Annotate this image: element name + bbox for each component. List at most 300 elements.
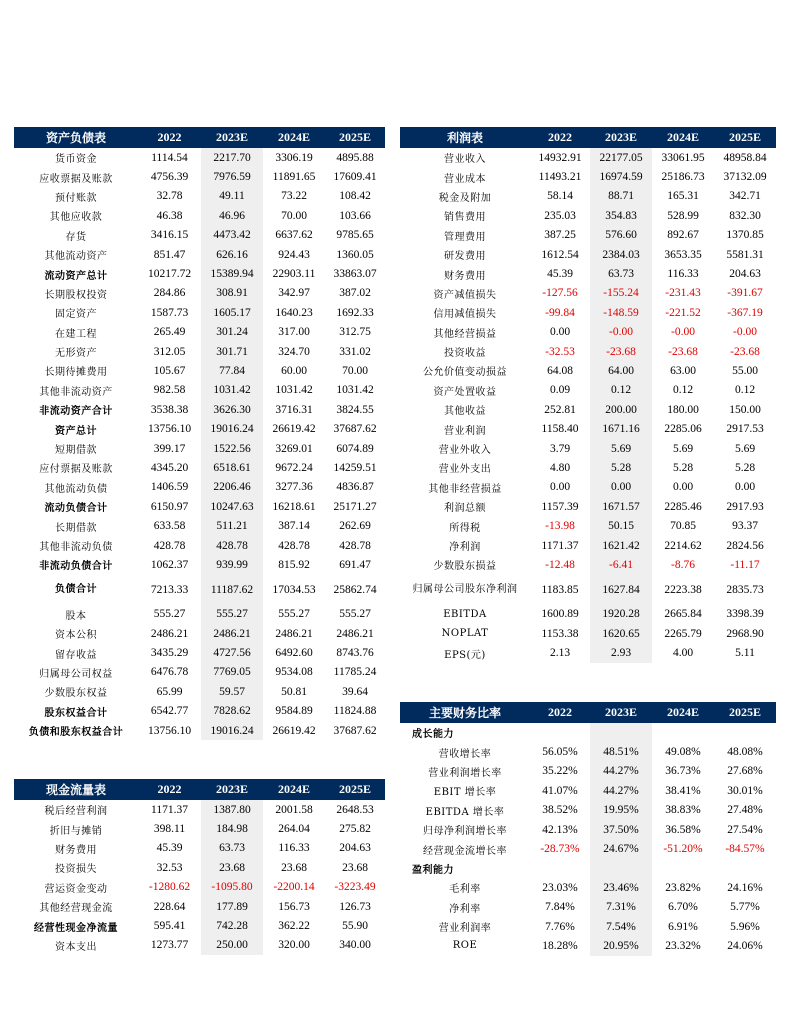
- section-label: 盈利能力: [412, 864, 454, 876]
- table-row: [400, 342, 776, 361]
- table-row: [14, 478, 385, 497]
- value-cell: -148.59: [590, 303, 652, 322]
- value-cell: 428.78: [201, 536, 263, 555]
- value-cell: 6492.60: [275, 647, 313, 660]
- row-label: 经营现金流增长率: [423, 845, 507, 857]
- value-cell: 58.14: [547, 190, 573, 203]
- table-row: [14, 323, 385, 342]
- table-row: [400, 898, 776, 917]
- value-cell: 0.12: [590, 381, 652, 400]
- year-header: 2024E: [666, 130, 699, 144]
- cash-flow-table: [14, 779, 385, 955]
- row-label: 资产处置收益: [433, 386, 497, 398]
- value-cell: 331.02: [339, 345, 371, 358]
- value-cell: 32.53: [156, 861, 183, 874]
- table-row: [400, 245, 776, 264]
- value-cell: 42.13%: [542, 823, 578, 836]
- value-cell: 1273.77: [150, 939, 189, 952]
- value-cell: 156.73: [278, 900, 310, 913]
- value-cell: 633.58: [153, 520, 186, 533]
- table-row: [14, 643, 385, 662]
- row-label: 税金及附加: [438, 192, 492, 204]
- value-cell: 27.68%: [727, 765, 763, 778]
- row-label: 其他经营现金流: [39, 903, 113, 915]
- table-row: [14, 458, 385, 477]
- value-cell: 3277.36: [275, 481, 313, 494]
- value-cell: 1640.23: [275, 306, 313, 319]
- value-cell: 36.73%: [665, 765, 701, 778]
- year-header: 2024E: [666, 705, 699, 719]
- row-label: 税后经营利润: [44, 806, 108, 818]
- value-cell: 19.95%: [590, 801, 652, 820]
- value-cell: 108.42: [339, 190, 371, 203]
- table-row: [14, 800, 385, 819]
- row-label: 存货: [65, 231, 87, 243]
- table-row: [14, 206, 385, 225]
- value-cell: 4473.42: [201, 226, 263, 245]
- value-cell: 126.73: [339, 900, 371, 913]
- table-row: [14, 575, 385, 605]
- value-cell: -11.17: [730, 558, 760, 571]
- value-cell: 924.43: [278, 248, 310, 261]
- row-label: 信用减值损失: [433, 309, 497, 321]
- value-cell: 1171.37: [541, 539, 579, 552]
- row-label: 长期待摊费用: [44, 367, 108, 379]
- value-cell: 324.70: [278, 345, 310, 358]
- value-cell: 2285.06: [664, 423, 702, 436]
- row-label: 营业收入: [444, 154, 486, 166]
- value-cell: 200.00: [590, 400, 652, 419]
- value-cell: 3435.29: [150, 647, 189, 660]
- value-cell: 16218.61: [272, 500, 316, 513]
- value-cell: 22177.05: [590, 148, 652, 167]
- value-cell: 64.08: [547, 364, 573, 377]
- year-header: 2025E: [338, 782, 371, 796]
- value-cell: 555.27: [339, 608, 371, 621]
- value-cell: 23.68: [342, 861, 368, 874]
- table-row: [14, 605, 385, 624]
- value-cell: 64.00: [590, 361, 652, 380]
- row-label: 营业利润增长率: [428, 767, 502, 779]
- value-cell: 511.21: [201, 516, 263, 535]
- value-cell: 17609.41: [333, 171, 377, 184]
- value-cell: 235.03: [544, 209, 576, 222]
- value-cell: 5.77%: [730, 901, 760, 914]
- value-cell: 265.49: [153, 326, 186, 339]
- table-row: [14, 858, 385, 877]
- value-cell: 8743.76: [336, 647, 374, 660]
- value-cell: 36.58%: [665, 823, 701, 836]
- value-cell: 23.68: [281, 861, 307, 874]
- value-cell: 1671.57: [590, 497, 652, 516]
- value-cell: 1158.40: [541, 423, 579, 436]
- value-cell: 15389.94: [201, 264, 263, 283]
- row-label: 短期借款: [55, 445, 97, 457]
- value-cell: 184.98: [201, 819, 263, 838]
- value-cell: 204.63: [339, 842, 371, 855]
- value-cell: 4345.20: [150, 461, 189, 474]
- value-cell: [714, 723, 776, 742]
- value-cell: 1153.38: [541, 627, 579, 640]
- value-cell: 2285.46: [664, 500, 702, 513]
- value-cell: 16974.59: [590, 167, 652, 186]
- table-row: [14, 381, 385, 400]
- value-cell: 387.02: [339, 287, 371, 300]
- value-cell: 3269.01: [275, 442, 313, 455]
- row-label: 公允价值变动损益: [423, 367, 507, 379]
- table-row: [400, 575, 776, 605]
- row-label: 营运资金变动: [44, 883, 108, 895]
- table-row: [400, 400, 776, 419]
- value-cell: 742.28: [201, 916, 263, 935]
- value-cell: 11187.62: [201, 575, 263, 605]
- value-cell: 312.05: [153, 345, 186, 358]
- value-cell: 48.08%: [727, 746, 763, 759]
- row-label: 固定资产: [55, 309, 97, 321]
- value-cell: 7.54%: [590, 917, 652, 936]
- table-row: [14, 516, 385, 535]
- table-row: [14, 555, 385, 574]
- row-label: 非流动资产合计: [39, 406, 113, 418]
- table-row: [400, 859, 776, 878]
- value-cell: 7.84%: [545, 901, 575, 914]
- value-cell: 4727.56: [201, 643, 263, 662]
- value-cell: 4836.87: [336, 481, 374, 494]
- row-label: 无形资产: [55, 348, 97, 360]
- value-cell: 3.79: [549, 442, 571, 455]
- table-row: [14, 536, 385, 555]
- table-row: [14, 148, 385, 167]
- value-cell: 312.75: [339, 326, 371, 339]
- table-row: [400, 148, 776, 167]
- value-cell: -28.73%: [540, 843, 580, 856]
- row-label: 营业外支出: [438, 464, 492, 476]
- value-cell: 9672.24: [275, 461, 313, 474]
- row-label: 其他收益: [444, 406, 486, 418]
- row-label: 财务费用: [444, 270, 486, 282]
- value-cell: 1620.65: [590, 624, 652, 643]
- value-cell: -13.98: [545, 520, 575, 533]
- value-cell: 48958.84: [723, 151, 767, 164]
- value-cell: 5.28: [672, 461, 694, 474]
- value-cell: 399.17: [153, 442, 186, 455]
- value-cell: 0.12: [672, 384, 694, 397]
- income-statement-table: [400, 127, 776, 663]
- value-cell: 4895.88: [336, 151, 374, 164]
- value-cell: -127.56: [542, 287, 578, 300]
- row-label: 其他应收款: [49, 212, 103, 224]
- value-cell: 1406.59: [150, 481, 189, 494]
- value-cell: 528.99: [667, 209, 699, 222]
- ratios-header: [400, 702, 776, 723]
- value-cell: -155.24: [590, 284, 652, 303]
- value-cell: 342.97: [278, 287, 310, 300]
- value-cell: -23.68: [730, 345, 760, 358]
- table-row: [14, 878, 385, 897]
- row-label: EBIT 增长率: [433, 787, 497, 799]
- value-cell: 7976.59: [201, 167, 263, 186]
- value-cell: [530, 723, 590, 742]
- value-cell: 1370.85: [726, 229, 764, 242]
- value-cell: 851.47: [153, 248, 186, 261]
- value-cell: 6.70%: [668, 901, 698, 914]
- value-cell: 3306.19: [275, 151, 313, 164]
- value-cell: 555.27: [278, 608, 310, 621]
- table-row: [14, 439, 385, 458]
- value-cell: 3824.55: [336, 403, 374, 416]
- value-cell: 1157.39: [541, 500, 579, 513]
- value-cell: 1627.84: [590, 575, 652, 605]
- table-row: [400, 536, 776, 555]
- value-cell: 1031.42: [201, 381, 263, 400]
- value-cell: -0.00: [590, 323, 652, 342]
- table-row: [400, 839, 776, 858]
- table-row: [14, 721, 385, 740]
- value-cell: 342.71: [729, 190, 761, 203]
- value-cell: 11785.24: [333, 666, 377, 679]
- value-cell: 2265.79: [664, 627, 702, 640]
- value-cell: 320.00: [278, 939, 310, 952]
- table-row: [14, 245, 385, 264]
- row-label: 归属母公司权益: [39, 668, 113, 680]
- row-label: 长期借款: [55, 522, 97, 534]
- value-cell: 4.00: [672, 647, 694, 660]
- value-cell: 555.27: [201, 605, 263, 624]
- row-label: 应收票据及账款: [39, 173, 113, 185]
- value-cell: 555.27: [153, 608, 186, 621]
- value-cell: 6074.89: [336, 442, 374, 455]
- value-cell: 50.15: [590, 516, 652, 535]
- year-header: 2023E: [201, 779, 263, 800]
- row-label: 非流动负债合计: [39, 561, 113, 573]
- row-label: NOPLAT: [441, 628, 489, 640]
- table-row: [400, 624, 776, 643]
- value-cell: 252.81: [544, 403, 576, 416]
- row-label: 流动负债合计: [44, 503, 108, 515]
- value-cell: 7213.33: [150, 583, 189, 596]
- value-cell: 180.00: [667, 403, 699, 416]
- value-cell: 2001.58: [275, 803, 313, 816]
- value-cell: -84.57%: [725, 843, 765, 856]
- value-cell: 23.68: [201, 858, 263, 877]
- row-label: 股东权益合计: [44, 707, 108, 719]
- value-cell: 37687.62: [333, 423, 377, 436]
- value-cell: 41.07%: [542, 784, 578, 797]
- row-label: 资本支出: [55, 941, 97, 953]
- value-cell: 832.30: [729, 209, 761, 222]
- table-row: [14, 839, 385, 858]
- cash-flow-header: [14, 779, 385, 800]
- table-row: [400, 419, 776, 438]
- value-cell: 4756.39: [150, 171, 189, 184]
- value-cell: 5.28: [590, 458, 652, 477]
- value-cell: 301.71: [201, 342, 263, 361]
- row-label: 研发费用: [444, 251, 486, 263]
- table-row: [14, 303, 385, 322]
- table-title: 主要财务比率: [428, 706, 501, 720]
- value-cell: 0.00: [734, 481, 756, 494]
- value-cell: [652, 723, 714, 742]
- row-label: 应付票据及账款: [39, 464, 113, 476]
- value-cell: 26619.42: [272, 724, 316, 737]
- value-cell: 5581.31: [726, 248, 764, 261]
- value-cell: 2824.56: [726, 539, 764, 552]
- value-cell: 9534.08: [275, 666, 313, 679]
- value-cell: 27.54%: [727, 823, 763, 836]
- table-row: [14, 897, 385, 916]
- table-row: [14, 663, 385, 682]
- row-label: 少数股东损益: [433, 561, 497, 573]
- row-label: 少数股东权益: [44, 688, 108, 700]
- value-cell: 1605.17: [201, 303, 263, 322]
- value-cell: 3653.35: [664, 248, 702, 261]
- value-cell: -231.43: [665, 287, 701, 300]
- balance-sheet-table: [14, 127, 385, 740]
- table-row: [400, 458, 776, 477]
- row-label: 净利率: [449, 903, 481, 915]
- value-cell: 14932.91: [538, 151, 582, 164]
- row-label: EBITDA 增长率: [425, 806, 505, 818]
- value-cell: 1600.89: [541, 608, 579, 621]
- value-cell: 1360.05: [336, 248, 374, 261]
- value-cell: 2217.70: [201, 148, 263, 167]
- value-cell: 250.00: [201, 936, 263, 955]
- value-cell: 3398.39: [726, 608, 764, 621]
- value-cell: 88.71: [590, 187, 652, 206]
- value-cell: -2200.14: [273, 881, 315, 894]
- year-header: 2023E: [590, 702, 652, 723]
- row-label: 营收增长率: [438, 748, 492, 760]
- value-cell: 1114.54: [151, 151, 188, 164]
- table-row: [400, 781, 776, 800]
- value-cell: 23.32%: [665, 939, 701, 952]
- value-cell: 204.63: [729, 268, 761, 281]
- value-cell: 46.96: [201, 206, 263, 225]
- value-cell: 22903.11: [272, 268, 316, 281]
- value-cell: 5.69: [672, 442, 694, 455]
- row-label: 资产总计: [55, 425, 97, 437]
- value-cell: 0.00: [672, 481, 694, 494]
- row-label: 销售费用: [444, 212, 486, 224]
- value-cell: 939.99: [201, 555, 263, 574]
- value-cell: 0.00: [549, 326, 571, 339]
- value-cell: 815.92: [278, 558, 310, 571]
- value-cell: 340.00: [339, 939, 371, 952]
- value-cell: -99.84: [545, 306, 575, 319]
- table-row: [14, 264, 385, 283]
- value-cell: 0.09: [549, 384, 571, 397]
- value-cell: 48.51%: [590, 742, 652, 761]
- table-row: [14, 819, 385, 838]
- value-cell: 2223.38: [664, 583, 702, 596]
- table-row: [400, 439, 776, 458]
- value-cell: 1062.37: [150, 558, 189, 571]
- value-cell: 308.91: [201, 284, 263, 303]
- table-row: [400, 762, 776, 781]
- value-cell: 49.11: [201, 187, 263, 206]
- value-cell: 4.80: [549, 461, 571, 474]
- row-label: 投资收益: [444, 348, 486, 360]
- value-cell: 23.82%: [665, 881, 701, 894]
- value-cell: 50.81: [281, 685, 307, 698]
- value-cell: 38.83%: [665, 804, 701, 817]
- table-row: [400, 381, 776, 400]
- value-cell: 18.28%: [542, 939, 578, 952]
- table-row: [14, 936, 385, 955]
- table-row: [400, 284, 776, 303]
- value-cell: 428.78: [339, 539, 371, 552]
- value-cell: 2648.53: [336, 803, 374, 816]
- row-label: 其他非经营损益: [428, 483, 502, 495]
- row-label: EBITDA: [443, 608, 487, 620]
- value-cell: 6542.77: [150, 705, 189, 718]
- value-cell: 3716.31: [275, 403, 313, 416]
- table-row: [400, 303, 776, 322]
- value-cell: 11824.88: [333, 705, 377, 718]
- value-cell: -391.67: [727, 287, 763, 300]
- value-cell: 2486.21: [150, 627, 189, 640]
- value-cell: -23.68: [668, 345, 698, 358]
- table-title: 利润表: [446, 131, 483, 145]
- value-cell: 228.64: [153, 900, 186, 913]
- value-cell: 5.69: [734, 442, 756, 455]
- value-cell: 3538.38: [150, 403, 189, 416]
- value-cell: 19016.24: [201, 419, 263, 438]
- table-row: [400, 723, 776, 742]
- row-label: 在建工程: [55, 328, 97, 340]
- table-row: [14, 419, 385, 438]
- value-cell: 1920.28: [590, 605, 652, 624]
- value-cell: 70.00: [342, 364, 368, 377]
- row-label: 所得税: [449, 522, 481, 534]
- row-label: 投资损失: [55, 864, 97, 876]
- value-cell: 6476.78: [150, 666, 189, 679]
- year-header: 2024E: [277, 130, 310, 144]
- value-cell: 59.57: [201, 682, 263, 701]
- value-cell: 35.22%: [542, 765, 578, 778]
- value-cell: 284.86: [153, 287, 186, 300]
- table-row: [400, 605, 776, 624]
- value-cell: 1692.33: [336, 306, 374, 319]
- value-cell: 44.27%: [590, 781, 652, 800]
- value-cell: 0.12: [734, 384, 756, 397]
- value-cell: -0.00: [733, 326, 757, 339]
- row-label: 预付账款: [55, 192, 97, 204]
- row-label: 其他非流动负债: [39, 542, 113, 553]
- value-cell: 165.31: [667, 190, 699, 203]
- value-cell: [590, 723, 652, 742]
- table-title: 资产负债表: [45, 131, 106, 145]
- value-cell: 362.22: [278, 920, 310, 933]
- value-cell: 6637.62: [275, 229, 313, 242]
- table-row: [14, 187, 385, 206]
- row-label: ROE: [452, 940, 478, 952]
- value-cell: 45.39: [547, 268, 573, 281]
- value-cell: 2.93: [590, 643, 652, 662]
- table-row: [400, 516, 776, 535]
- value-cell: 5.11: [735, 647, 755, 660]
- value-cell: 2384.03: [590, 245, 652, 264]
- table-row: [400, 323, 776, 342]
- financial-ratios-table: [400, 702, 776, 956]
- year-header: 2022: [548, 705, 572, 719]
- value-cell: 1031.42: [336, 384, 374, 397]
- value-cell: 70.00: [281, 209, 307, 222]
- row-label: 其他非流动资产: [39, 386, 113, 398]
- row-label: 归属母公司股东净利润: [412, 583, 518, 595]
- value-cell: 2214.62: [664, 539, 702, 552]
- table-row: [14, 702, 385, 721]
